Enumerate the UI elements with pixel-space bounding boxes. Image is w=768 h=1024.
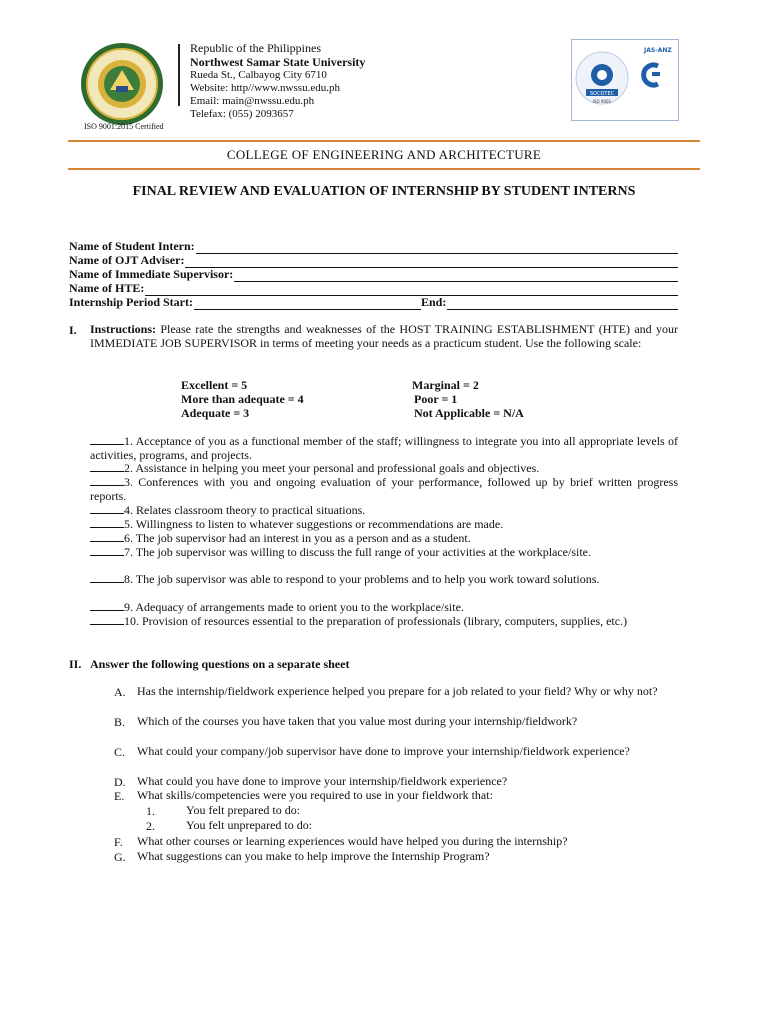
website-line: Website: http//www.nwssu.edu.ph: [190, 82, 340, 94]
rating-item[interactable]: 6. The job supervisor had an interest in you as a person and as a student.: [90, 531, 678, 546]
form-title: FINAL REVIEW AND EVALUATION OF INTERNSHIP BY STUDENT INTERNS: [132, 184, 636, 199]
header-rule-top: [68, 140, 700, 142]
header-divider: [178, 44, 180, 106]
svg-text:JAS-ANZ: JAS-ANZ: [644, 47, 672, 54]
sub-question-label: 2.: [146, 819, 155, 833]
rating-blank[interactable]: [90, 517, 124, 528]
rating-item[interactable]: 9. Adequacy of arrangements made to orient you to the workplace/site.: [90, 600, 678, 615]
instructions-text: Please rate the strengths and weaknesses of the HOST TRAINING ESTABLISHMENT (HTE) and your IMMEDIATE JOB SUPERVISOR in terms of meeting your needs as a practicum student. Use the following scale:: [90, 322, 678, 350]
email-line: Email: main@nwssu.edu.ph: [190, 95, 315, 107]
rating-item[interactable]: 2. Assistance in helping you meet your personal and professional goals and objectives.: [90, 461, 678, 476]
certification-logos: [571, 39, 679, 121]
rating-item[interactable]: 3. Conferences with you and ongoing evaluation of your performance, followed up by brief written progress reports.: [90, 475, 678, 503]
rating-blank[interactable]: [90, 600, 124, 611]
student-name-field[interactable]: [69, 240, 678, 254]
college-name: COLLEGE OF ENGINEERING AND ARCHITECTURE: [226, 147, 542, 162]
rating-item[interactable]: 7. The job supervisor was willing to discuss the full range of your activities at the workplace/site.: [90, 545, 678, 560]
telefax-line: Telefax: (055) 2093657: [190, 108, 294, 120]
scale-excellent: Excellent = 5: [181, 378, 248, 392]
sub-question-text: You felt prepared to do:: [186, 803, 301, 817]
rating-blank[interactable]: [90, 475, 124, 486]
rating-blank[interactable]: [90, 572, 124, 583]
scale-not-applicable: Not Applicable = N/A: [414, 406, 524, 420]
sub-question-label: 1.: [146, 804, 155, 818]
question-label: E.: [114, 789, 125, 803]
rating-blank[interactable]: [90, 434, 124, 445]
section-2-heading: Answer the following questions on a separate sheet: [90, 657, 350, 671]
rating-blank[interactable]: [90, 461, 124, 472]
supervisor-name-field[interactable]: [69, 268, 678, 282]
svg-text:ISO 9001: ISO 9001: [592, 99, 612, 104]
section-1-instructions: [90, 323, 678, 350]
university-info: [190, 41, 365, 121]
address-line: Rueda St., Calbayog City 6710: [190, 69, 327, 81]
question-label: B.: [114, 715, 126, 729]
period-end-label: End:: [421, 295, 447, 309]
question-text: Which of the courses you have taken that you value most during your internship/fieldwork?: [137, 714, 578, 728]
supervisor-name-label: Name of Immediate Supervisor:: [69, 267, 234, 281]
scale-poor: Poor = 1: [414, 392, 458, 406]
hte-name-field[interactable]: [69, 282, 678, 296]
country-line: Republic of the Philippines: [190, 41, 321, 55]
question-text: What could you have done to improve your internship/fieldwork experience?: [137, 774, 508, 788]
student-name-label: Name of Student Intern:: [69, 239, 195, 253]
question-label: A.: [114, 685, 126, 699]
rating-item[interactable]: 5. Willingness to listen to whatever suggestions or recommendations are made.: [90, 517, 678, 532]
question-text: What skills/competencies were you required to use in your fieldwork that:: [137, 788, 493, 802]
question-label: G.: [114, 850, 126, 864]
section-1-number: I.: [69, 323, 77, 337]
section-2-number: II.: [69, 657, 82, 671]
iso-certified-label: ISO 9001:2015 Certified: [84, 122, 164, 131]
question-label: C.: [114, 745, 126, 759]
svg-text:SOCOTEC: SOCOTEC: [589, 91, 615, 97]
rating-blank[interactable]: [90, 531, 124, 542]
university-name: Northwest Samar State University: [190, 55, 366, 69]
rating-blank[interactable]: [90, 614, 124, 625]
instructions-label: Instructions:: [90, 322, 157, 336]
scale-adequate: Adequate = 3: [181, 406, 250, 420]
adviser-name-label: Name of OJT Adviser:: [69, 253, 185, 267]
question-text: What suggestions can you make to help improve the Internship Program?: [137, 849, 490, 863]
scale-more-than-adequate: More than adequate = 4: [181, 392, 304, 406]
question-text: What other courses or learning experiences would have helped you during the internship?: [137, 834, 568, 848]
rating-item[interactable]: 8. The job supervisor was able to respond to your problems and to help you work toward solutions.: [90, 572, 678, 587]
scale-marginal: Marginal = 2: [412, 378, 479, 392]
rating-blank[interactable]: [90, 545, 124, 556]
header-rule-bottom: [68, 168, 700, 170]
university-seal: [80, 42, 164, 126]
question-text: Has the internship/fieldwork experience helped you prepare for a job related to your field? Why or why not?: [137, 684, 658, 698]
adviser-name-field[interactable]: [69, 254, 678, 268]
period-start-label: Internship Period Start:: [69, 295, 193, 309]
internship-period-field[interactable]: [69, 296, 678, 310]
question-label: F.: [114, 835, 123, 849]
rating-item[interactable]: 4. Relates classroom theory to practical situations.: [90, 503, 678, 518]
rating-blank[interactable]: [90, 503, 124, 514]
question-label: D.: [114, 775, 126, 789]
rating-item[interactable]: 1. Acceptance of you as a functional member of the staff; willingness to integrate you into all appropriate levels of activities, programs, and projects.: [90, 434, 678, 462]
rating-item[interactable]: 10. Provision of resources essential to the preparation of professionals (library, computers, supplies, etc.): [90, 614, 678, 629]
question-text: What could your company/job supervisor have done to improve your internship/fieldwork experience?: [137, 744, 630, 758]
hte-name-label: Name of HTE:: [69, 281, 145, 295]
sub-question-text: You felt unprepared to do:: [186, 818, 313, 832]
